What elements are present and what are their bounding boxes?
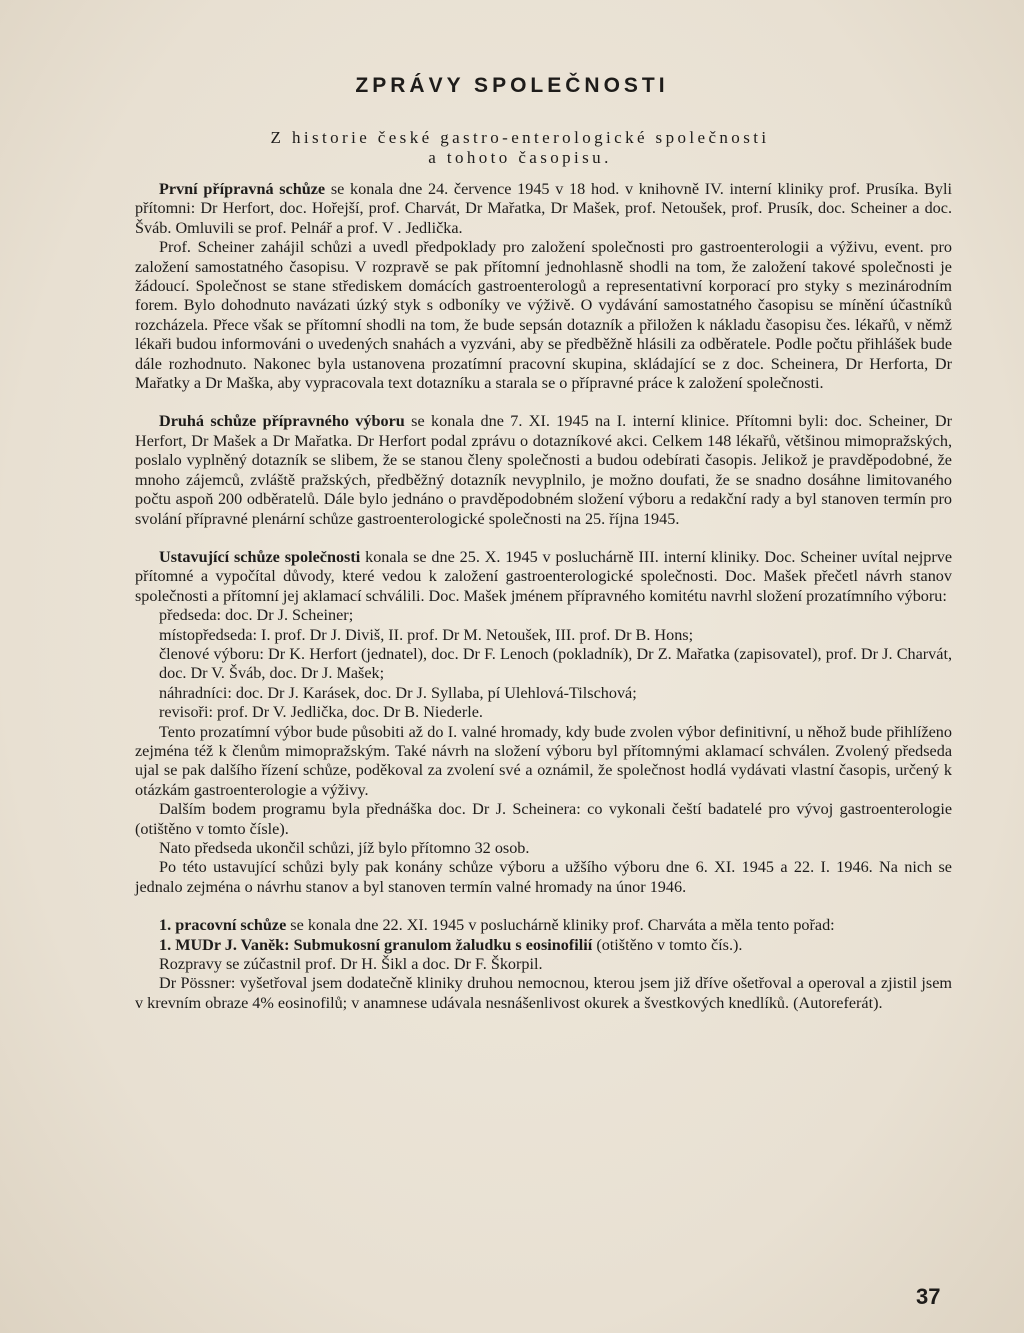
- committee-item: předseda: doc. Dr J. Scheiner;: [159, 606, 354, 625]
- paragraph-working-meeting: [135, 916, 952, 935]
- committee-list: [135, 606, 952, 722]
- paragraph-committee-meetings: Po této ustavující schůzi byly pak konány schůze výboru a užšího výboru dne 6. XI. 1945 a 22. I. 1946. Na nich se jednalo zejména o návrhu stanov a byl stanoven termín valné hromady na únor 1946.: [135, 858, 952, 896]
- paragraph-second-meeting: [135, 412, 952, 528]
- paragraph-lecture-item: [135, 936, 952, 955]
- paragraph-provisional-committee: Tento prozatímní výbor bude působiti až do I. valné hromady, kdy bude zvolen výbor definitivní, u něhož bude přihlíženo zejména též k členům mimopražským. Také návrh na složení výboru byl přítomnými aklamací schválen. Zvolený předseda ujal se pak dalšího řízení schůze, poděkoval za zvolení své a oznámil, že společnost hodlá vydávati vlastní časopis, určený k otázkám gastroenterologie a výživy.: [135, 722, 952, 799]
- paragraph-lead: Ustavující schůze společnosti: [159, 547, 361, 566]
- page-number: 37: [916, 1284, 941, 1309]
- paragraph-text: (otištěno v tomto čís.).: [592, 935, 743, 954]
- paragraph-text: se konala dne 22. XI. 1945 v posluchárně kliniky prof. Charváta a měla tento pořad:: [286, 916, 835, 935]
- paragraph-discussion: Prof. Scheiner zahájil schůzi a uvedl předpoklady pro založení společnosti pro gastroenterologii a výživu, event. pro založení samostatného časopisu. V rozpravě se pak přítomní jednohlasně shodli na tom, že založení takové společnosti je žádoucí. Společnost se stane střediskem domácích gastroenterologů a representativní korporací pro styky s mezinárodním forem. Bylo dohodnuto navázati úzký styk s odboníky ve výživě. O vydávání samostatného časopisu se mínění účastníků rozcházela. Přece však se přítomní shodli na tom, že bude sepsán dotazník a přiložen k nákladu časopisu čes. lékařů, v němž lékaři budou informováni o uvedených snahách a vyzváni, aby se předběžně hlásili za odběratele. Podle počtu přihlášek bude dále rozhodnuto. Nakonec byla ustanovena prozatímní pracovní skupina, skládající se z doc. Scheinera, Dr Herforta, Dr Mařatky a Dr Maška, aby vypracovala text dotazníku a starala se o přípravné práce k založení společnosti.: [135, 238, 952, 393]
- paragraph-closing: Nato předseda ukončil schůzi, jíž bylo přítomno 32 osob.: [159, 839, 530, 857]
- paragraph-founding-meeting: [135, 548, 952, 606]
- article-subtitle: [180, 128, 860, 168]
- article-body: [135, 180, 952, 1013]
- paragraph-lead: První přípravná schůze: [159, 180, 326, 198]
- paragraph-discussants: Rozpravy se zúčastnil prof. Dr H. Šikl a doc. Dr F. Škorpil.: [159, 955, 543, 974]
- paragraph-autoreferat: Dr Pössner: vyšetřoval jsem dodatečně kliniky druhou nemocnou, kterou jsem již dříve ošetřoval a operoval a zjistil jsem v krevním obraze 4% eosinofilů; v anamnese udávala nesnášenlivost okurek a švestkových knedlíků. (Autoreferát).: [135, 974, 952, 1012]
- paragraph-text: se konala dne 24. července 1945 v 18 hod. v knihovně IV. interní kliniky prof. Prusíka. Byli přítomni: Dr Herfort, doc. Hořejší, prof. Charvát, Dr Mařatka, Dr Mašek, prof. Netoušek, prof. Prusík, doc. Scheiner a doc. Šváb. Omluvili se prof. Pelnář a prof. V . Jedlička.: [135, 180, 952, 237]
- paragraph-lead: Druhá schůze přípravného výboru: [159, 412, 405, 431]
- committee-item: členové výboru: Dr K. Herfort (jednatel), doc. Dr F. Lenoch (pokladník), Dr Z. Mařatka (zapisovatel), prof. Dr J. Charvát, doc. Dr V. Šváb, doc. Dr J. Mašek;: [159, 644, 952, 683]
- committee-item: revisoři: prof. Dr V. Jedlička, doc. Dr B. Niederle.: [159, 703, 483, 722]
- committee-item: místopředseda: I. prof. Dr J. Diviš, II. prof. Dr M. Netoušek, III. prof. Dr B. Hons;: [159, 625, 694, 644]
- paragraph-lecture: Dalším bodem programu byla přednáška doc. Dr J. Scheinera: co vykonali čeští badatelé pro vývoj gastroenterologie (otištěno v tomto čísle).: [135, 800, 952, 838]
- subtitle-line-1: Z historie české gastro-enterologické společnosti: [270, 128, 770, 147]
- paragraph-lead: 1. MUDr J. Vaněk: Submukosní granulom žaludku s eosinofilií: [159, 935, 593, 954]
- paragraph-first-meeting: [135, 180, 952, 238]
- section-heading: ZPRÁVY SPOLEČNOSTI: [355, 74, 669, 97]
- committee-item: náhradníci: doc. Dr J. Karásek, doc. Dr J. Syllaba, pí Ulehlová-Tilschová;: [159, 683, 637, 702]
- paragraph-text: se konala dne 7. XI. 1945 na I. interní klinice. Přítomni byli: doc. Scheiner, Dr Herfort, Dr Mašek a Dr Mařatka. Dr Herfort podal zprávu o dotazníkové akci. Celkem 148 lékařů, většinou mimopražských, poslalo vyplněný dotazník se slibem, že se stanou členy společnosti a budou odebírati časopis. Jelikož je pravděpodobné, že mnoho zájemců, zvláště pražských, předběžný dotazník nevyplnilo, je možno doufati, že se snadno dosáhne limitovaného počtu aspoň 200 odběratelů. Dále bylo jednáno o pravděpodobném složení výboru a redakční rady a byl stanoven termín pro svolání přípravné plenární schůze gastroenterologické společnosti na 25. října 1945.: [135, 412, 952, 528]
- paragraph-text: konala se dne 25. X. 1945 v posluchárně III. interní kliniky. Doc. Scheiner uvítal nejprve přítomné a vypočítal důvody, které vedou k založení gastroenterologické společnosti. Doc. Mašek přečetl návrh stanov společnosti a přítomní jej aklamací schválili. Doc. Mašek jménem přípravného komitétu navrhl složení prozatímního výboru:: [135, 547, 953, 605]
- subtitle-line-2: a tohoto časopisu.: [428, 148, 612, 167]
- paragraph-lead: 1. pracovní schůze: [159, 916, 287, 935]
